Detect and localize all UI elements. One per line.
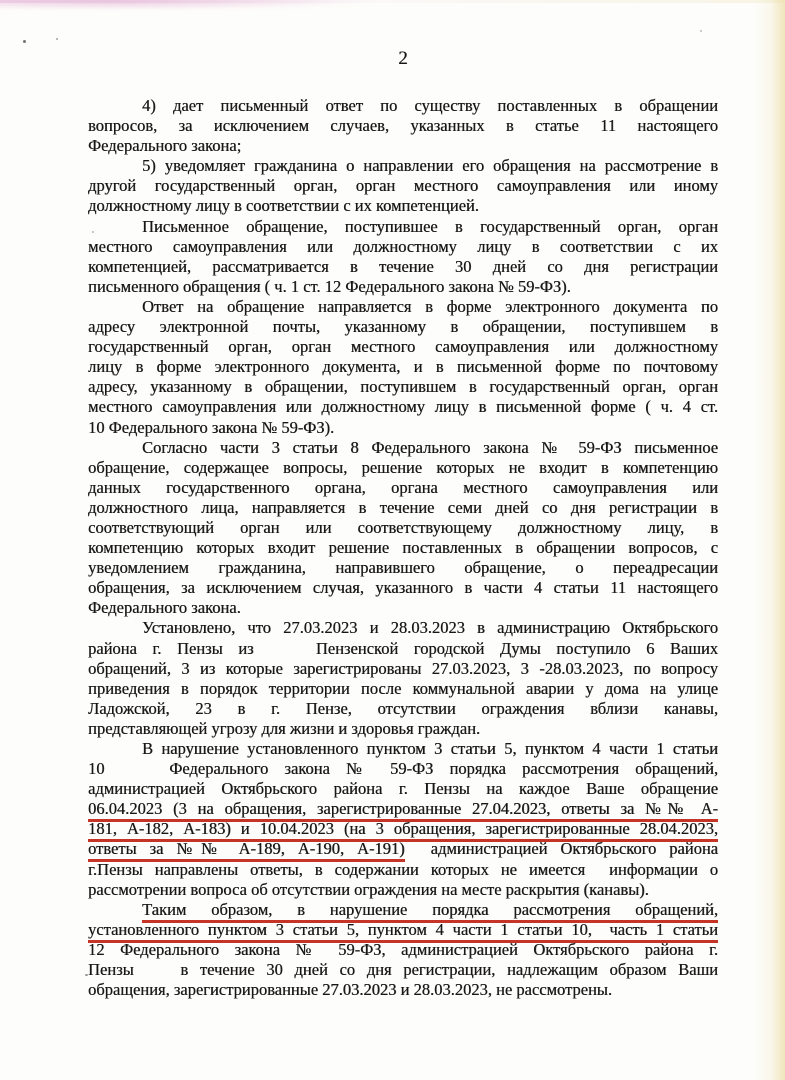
text-segment: Согласно части 3 статьи 8 Федерального закона № 59-ФЗ письменное bbox=[142, 437, 718, 457]
text-segment: адресу, указанному в обращении, поступившем в государственный орган, орган bbox=[88, 377, 718, 397]
text-line bbox=[88, 478, 718, 498]
text-line bbox=[88, 357, 718, 377]
text-segment: района г. Пензы из Пензенской городской Думы поступило 6 Ваших bbox=[88, 638, 718, 658]
text-segment: должностного лица, направляется в течение семи дней со дня регистрации в bbox=[88, 497, 718, 517]
text-line bbox=[88, 438, 718, 458]
paragraph bbox=[88, 618, 718, 739]
text-line bbox=[88, 699, 718, 719]
scan-speck bbox=[23, 40, 26, 43]
text-line bbox=[88, 458, 718, 478]
paragraph bbox=[88, 217, 718, 297]
text-segment: 10 Федерального закона № 59-ФЗ порядка рассмотрения обращений, bbox=[88, 759, 718, 779]
scan-speck bbox=[700, 30, 702, 32]
text-segment: вопросов, за исключением случаев, указанных в статье 11 настоящего bbox=[88, 116, 718, 136]
text-segment: должностному лицу в соответствии с их компетенцией. bbox=[88, 196, 479, 216]
text-line bbox=[88, 498, 718, 518]
text-line bbox=[88, 900, 718, 920]
text-segment: Федерального закона. bbox=[88, 598, 241, 618]
text-segment: 5) уведомляет гражданина о направлении его обращения на рассмотрение в bbox=[142, 156, 718, 176]
text-line bbox=[88, 196, 718, 216]
text-line bbox=[88, 618, 718, 638]
text-line bbox=[88, 920, 718, 940]
text-segment: компетенцией, рассматривается в течение 30 дней со дня регистрации bbox=[88, 256, 718, 276]
text-line bbox=[88, 558, 718, 578]
text-line bbox=[88, 980, 718, 1000]
text-segment: Ответ на обращение направляется в форме электронного документа по bbox=[142, 296, 718, 316]
text-segment: соответствующий орган или соответствующему должностному лицу, в bbox=[88, 517, 718, 537]
scan-artifact-yellow-edge bbox=[771, 0, 785, 1080]
document-body bbox=[88, 96, 718, 1000]
paragraph bbox=[88, 900, 718, 1000]
text-segment: приведения в порядок территории после коммунальной аварии у дома на улице bbox=[88, 678, 718, 698]
text-segment: другой государственный орган, орган местного самоуправления или иному bbox=[88, 176, 718, 196]
text-segment: компетенцию которых входит решение поставленных в обращении вопросов, с bbox=[88, 538, 718, 558]
text-segment: письменного обращения ( ч. 1 ст. 12 Федерального закона № 59-ФЗ). bbox=[88, 276, 571, 296]
text-line bbox=[88, 598, 718, 618]
text-segment: Федерального закона; bbox=[88, 136, 242, 156]
text-line bbox=[88, 217, 718, 237]
text-line bbox=[88, 960, 718, 980]
text-line bbox=[88, 136, 718, 156]
text-segment: уведомлением гражданина, направившего обращение, о переадресации bbox=[88, 558, 718, 578]
text-line bbox=[88, 799, 718, 819]
red-underlined-text: 181, А-182, А-183) и 10.04.2023 (на 3 обращения, зарегистрированные 28.04.2023, bbox=[88, 819, 718, 842]
red-underlined-text: ответы за №№ А-189, А-190, А-191) bbox=[88, 839, 405, 862]
text-segment: г.Пензы направлены ответы, в содержании которых не имеется информации о bbox=[88, 859, 718, 879]
text-line bbox=[88, 538, 718, 558]
text-segment: местного самоуправления или должностному лицу в соответствии с их bbox=[88, 236, 718, 256]
text-line bbox=[88, 739, 718, 759]
text-line bbox=[88, 96, 718, 116]
text-segment: администрацией Октябрьского района г. Пензы на каждое Ваше обращение bbox=[88, 779, 718, 799]
page-number: 2 bbox=[398, 48, 408, 69]
red-underlined-text: установленного пунктом 3 статьи 5, пунктом 4 части 1 статьи 10, часть 1 статьи bbox=[88, 920, 718, 943]
text-line bbox=[88, 277, 718, 297]
text-segment: администрацией Октябрьского района bbox=[404, 839, 718, 859]
text-segment: Установлено, что 27.03.2023 и 28.03.2023 в администрацию Октябрьского bbox=[142, 618, 718, 638]
text-line bbox=[88, 397, 718, 417]
text-segment: адресу электронной почты, указанному в обращении, поступившем в bbox=[88, 317, 718, 337]
paragraph bbox=[88, 739, 718, 900]
text-segment: обращения, зарегистрированные 27.03.2023 и 28.03.2023, не рассмотрены. bbox=[88, 980, 612, 1000]
red-underlined-text: Таким образом, в нарушение порядка рассмотрения обращений, bbox=[142, 900, 718, 923]
text-segment: 4) дает письменный ответ по существу поставленных в обращении bbox=[142, 96, 718, 115]
text-line bbox=[88, 317, 718, 337]
text-segment: обращения, за исключением случая, указанного в части 4 статьи 11 настоящего bbox=[88, 578, 718, 598]
text-line bbox=[88, 679, 718, 699]
text-segment: Ладожской, 23 в г. Пензе, отсутствии ограждения вблизи канавы, bbox=[88, 698, 718, 718]
paragraph bbox=[88, 96, 718, 156]
text-line bbox=[88, 659, 718, 679]
text-line bbox=[88, 839, 718, 859]
text-segment: местного самоуправления или должностному лицу в письменной форме ( ч. 4 ст. bbox=[88, 397, 718, 417]
scan-artifact-top-edge bbox=[0, 0, 785, 3]
text-line bbox=[88, 719, 718, 739]
text-line bbox=[88, 518, 718, 538]
text-segment: данных государственного органа, органа местного самоуправления или bbox=[88, 477, 718, 497]
text-segment: Письменное обращение, поступившее в государственный орган, орган bbox=[142, 216, 718, 236]
text-segment: В нарушение установленного пунктом 3 статьи 5, пунктом 4 части 1 статьи bbox=[142, 739, 718, 758]
text-line bbox=[88, 759, 718, 779]
text-line bbox=[88, 578, 718, 598]
text-line bbox=[88, 779, 718, 799]
text-segment: государственный орган, орган местного самоуправления или должностному bbox=[88, 337, 718, 357]
text-line bbox=[88, 860, 718, 880]
text-line bbox=[88, 237, 718, 257]
text-segment: обращение, содержащее вопросы, решение которых не входит в компетенцию bbox=[88, 457, 718, 477]
text-line bbox=[88, 297, 718, 317]
paragraph bbox=[88, 156, 718, 216]
text-segment: представляющей угрозу для жизни и здоровья граждан. bbox=[88, 718, 481, 738]
text-line bbox=[88, 337, 718, 357]
text-line bbox=[88, 940, 718, 960]
text-line bbox=[88, 156, 718, 176]
red-underlined-text: 06.04.2023 (3 на обращения, зарегистрированные 27.04.2023, ответы за №№ А- bbox=[88, 799, 718, 822]
text-line bbox=[88, 176, 718, 196]
text-line bbox=[88, 377, 718, 397]
text-segment: 10 Федерального закона № 59-ФЗ). bbox=[88, 417, 335, 437]
text-line bbox=[88, 257, 718, 277]
scan-speck bbox=[56, 38, 58, 40]
text-segment: лицу в форме электронного документа, и в письменной форме по почтовому bbox=[88, 357, 718, 377]
text-segment: Пензы в течение 30 дней со дня регистрации, надлежащим образом Ваши bbox=[88, 960, 718, 980]
text-line bbox=[88, 116, 718, 136]
paragraph bbox=[88, 438, 718, 619]
text-line bbox=[88, 819, 718, 839]
text-segment: рассмотрении вопроса об отсутствии ограждения на месте раскрытия (канавы). bbox=[88, 879, 649, 899]
text-segment: 12 Федерального закона № 59-ФЗ, администрацией Октябрьского района г. bbox=[88, 939, 718, 959]
text-line bbox=[88, 418, 718, 438]
text-line bbox=[88, 639, 718, 659]
text-line bbox=[88, 880, 718, 900]
text-segment: обращений, 3 из которые зарегистрированы 27.03.2023, 3 -28.03.2023, по вопросу bbox=[88, 658, 718, 678]
paragraph bbox=[88, 297, 718, 438]
